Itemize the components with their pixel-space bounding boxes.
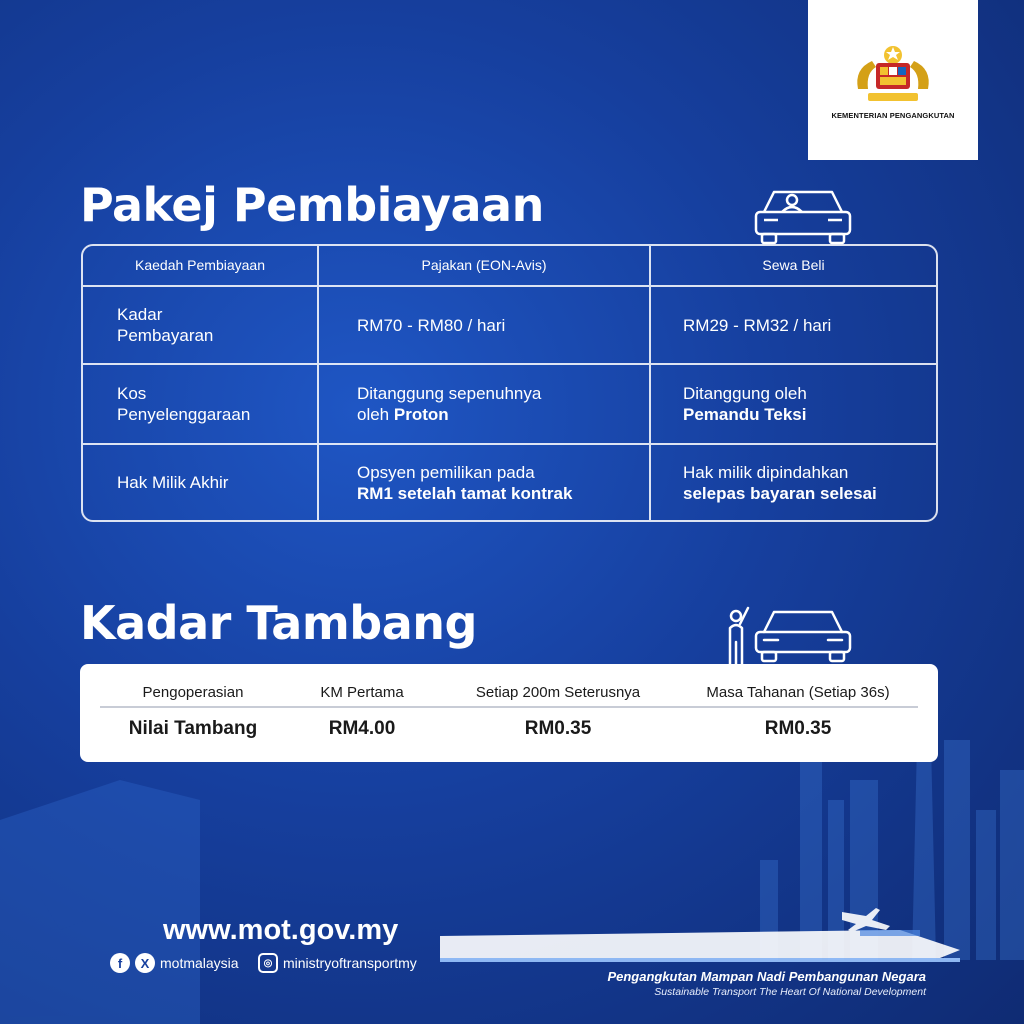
fare-table [80, 664, 938, 762]
table-header-hire-purchase: Sewa Beli [651, 246, 936, 287]
table-cell: RM70 - RM80 / hari [319, 287, 651, 365]
fare-header-cell: Setiap 200m Seterusnya [475, 683, 641, 701]
fare-title: Kadar Tambang [80, 596, 477, 650]
social-handle-2-label: ministryoftransportmy [283, 955, 417, 971]
fare-header-cell: KM Pertama [320, 683, 404, 701]
table-header-lease: Pajakan (EON-Avis) [319, 246, 651, 287]
fare-value-cell: RM0.35 [764, 718, 832, 739]
table-cell: RM29 - RM32 / hari [651, 287, 936, 365]
financing-title: Pakej Pembiayaan [80, 178, 544, 232]
instagram-icon: ◎ [258, 953, 278, 973]
fare-header-row [100, 678, 918, 708]
social-handle-2[interactable] [258, 952, 417, 974]
social-handle-1[interactable] [110, 952, 239, 974]
social-handle-1-label: motmalaysia [160, 955, 239, 971]
tagline-english: Sustainable Transport The Heart Of National Development [654, 986, 926, 998]
table-row-label: Kadar Pembayaran [83, 287, 319, 365]
website-link[interactable]: www.mot.gov.my [163, 914, 399, 946]
table-cell: Ditanggung oleh Pemandu Teksi [651, 365, 936, 445]
facebook-icon: f [110, 953, 130, 973]
fare-value-cell: Nilai Tambang [128, 718, 258, 739]
table-cell: Hak milik dipindahkan selepas bayaran selesai [683, 462, 877, 503]
fare-value-cell: RM0.35 [524, 718, 592, 739]
table-row-label: Hak Milik Akhir [83, 445, 319, 520]
table-header-method: Kaedah Pembiayaan [83, 246, 319, 287]
ministry-name: KEMENTERIAN PENGANGKUTAN [831, 110, 955, 120]
fare-value-row [100, 714, 918, 744]
malaysia-coat-of-arms-icon [848, 41, 938, 107]
car-driver-icon [752, 186, 854, 246]
hail-taxi-icon [722, 602, 854, 666]
fare-header-cell: Pengoperasian [142, 683, 244, 701]
table-cell: Ditanggung sepenuhnya oleh Proton [319, 365, 651, 445]
table-row-label: Kos Penyelenggaraan [83, 365, 319, 445]
fare-header-cell: Masa Tahanan (Setiap 36s) [706, 683, 890, 701]
financing-table [81, 244, 938, 522]
ministry-logo-card [808, 0, 978, 160]
tagline: Pengangkutan Mampan Nadi Pembangunan Negara [607, 969, 926, 984]
x-icon: X [135, 953, 155, 973]
table-cell: Opsyen pemilikan pada RM1 setelah tamat kontrak [319, 445, 651, 520]
fare-value-cell: RM4.00 [328, 718, 396, 739]
